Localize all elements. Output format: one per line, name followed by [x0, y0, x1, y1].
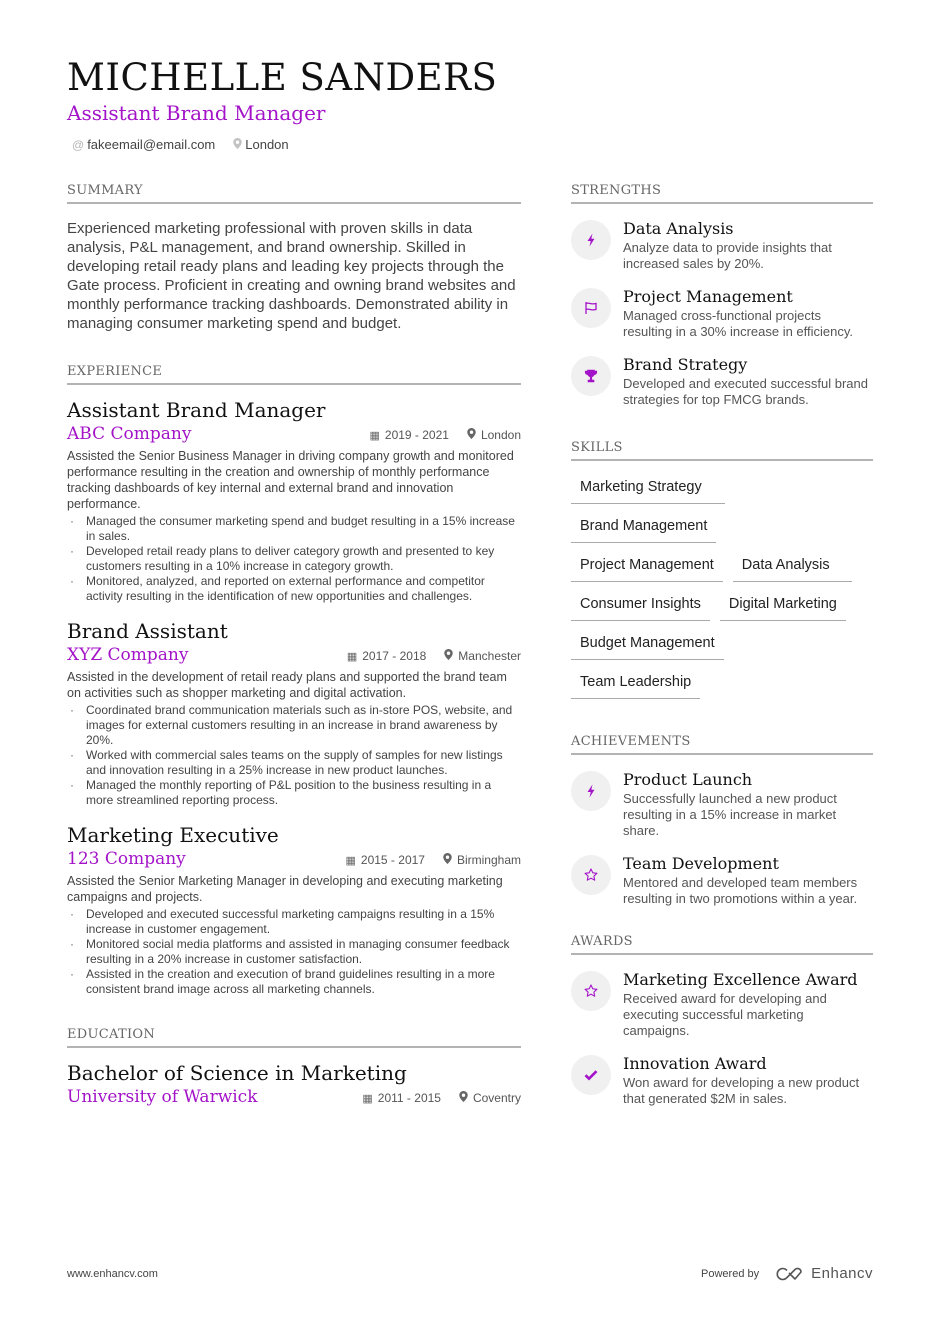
map-pin-icon	[444, 651, 453, 663]
job-location: Birmingham	[456, 853, 521, 867]
company-name: XYZ Company	[67, 645, 189, 665]
bolt-icon	[571, 771, 611, 811]
job-title: Brand Assistant	[67, 619, 228, 643]
achievement-description: Mentored and developed team members resulting in two promotions within a year.	[623, 875, 858, 906]
bullet-item: · Managed the consumer marketing spend and budget resulting in a 15% increase in sales.	[67, 514, 521, 544]
skill-tag: Marketing Strategy	[571, 469, 725, 504]
page-footer	[67, 1265, 873, 1282]
experience-entry	[67, 618, 521, 808]
award-description: Won award for developing a new product that generated $2M in sales.	[623, 1075, 860, 1106]
map-pin-icon	[233, 138, 242, 152]
strength-item	[571, 354, 873, 408]
flag-icon	[571, 288, 611, 328]
experience-entry	[67, 397, 521, 604]
contact-info	[67, 137, 887, 152]
bullet-item: · Monitored, analyzed, and reported on external performance and competitor activity resulting in the identification of new opportunities and challenges.	[67, 574, 521, 604]
location-text: London	[245, 137, 289, 152]
job-bullets	[67, 703, 521, 808]
enhancv-logo-icon	[775, 1266, 805, 1282]
email-text: fakeemail@email.com	[87, 137, 216, 152]
powered-by-label: Powered by	[701, 1267, 760, 1280]
edu-dates: 2011 - 2015	[377, 1091, 441, 1105]
education-entry	[67, 1060, 521, 1108]
job-title: Assistant Brand Manager	[67, 398, 326, 422]
summary-text: Experienced marketing professional with proven skills in data analysis, P&L management, and brand ownership. Skilled in developing retail ready plans and leading key projects through the Gate process. Proficient in creating and owning brand websites and monthly performance tracking dashboards. Demonstrated ability in managing consumer marketing spend and budget.	[67, 220, 516, 332]
candidate-name: MICHELLE SANDERS	[67, 56, 498, 99]
map-pin-icon	[459, 1093, 468, 1105]
section-heading-education: EDUCATION	[67, 1027, 521, 1048]
calendar-icon: ▦	[346, 651, 358, 663]
strength-item	[571, 286, 873, 340]
experience-section	[67, 364, 521, 997]
bullet-item: · Worked with commercial sales teams on the supply of samples for new listings and innovation resulting in a 25% increase in new product launches.	[67, 748, 521, 778]
skill-tag: Budget Management	[571, 625, 724, 660]
bolt-icon	[571, 220, 611, 260]
job-dates: 2019 - 2021	[384, 428, 449, 442]
job-dates: 2017 - 2018	[362, 649, 427, 663]
section-heading-achievements: ACHIEVEMENTS	[571, 734, 873, 755]
contact-email[interactable]	[72, 137, 215, 152]
job-title: Marketing Executive	[67, 823, 279, 847]
award-item	[571, 969, 873, 1039]
summary-section	[67, 183, 521, 333]
section-heading-experience: EXPERIENCE	[67, 364, 521, 385]
job-description: Assisted in the development of retail ready plans and supported the brand team on activities such as shopper marketing and digital activation.	[67, 670, 507, 700]
company-name: 123 Company	[67, 849, 186, 869]
job-description: Assisted the Senior Marketing Manager in developing and executing marketing campaigns and projects.	[67, 874, 503, 904]
award-item	[571, 1053, 873, 1107]
section-heading-strengths: STRENGTHS	[571, 183, 873, 204]
strength-description: Developed and executed successful brand strategies for top FMCG brands.	[623, 376, 868, 407]
bullet-item: · Managed the monthly reporting of P&L position to the business resulting in a more streamlined reporting process.	[67, 778, 521, 808]
job-bullets	[67, 907, 521, 997]
calendar-icon: ▦	[345, 855, 356, 867]
strength-title: Brand Strategy	[623, 355, 748, 374]
education-section	[67, 1027, 521, 1108]
bullet-item: · Developed and executed successful marketing campaigns resulting in a 15% increase in customer engagement.	[67, 907, 521, 937]
contact-location	[233, 137, 288, 152]
achievement-title: Product Launch	[623, 770, 753, 789]
edu-location: Coventry	[472, 1091, 521, 1105]
job-dates: 2015 - 2017	[360, 853, 425, 867]
website-link[interactable]: www.enhancv.com	[67, 1267, 158, 1280]
resume-header	[67, 56, 887, 152]
map-pin-icon	[467, 430, 476, 442]
skill-tag: Project Management	[571, 547, 723, 582]
achievement-title: Team Development	[623, 854, 779, 873]
award-title: Innovation Award	[623, 1054, 767, 1073]
section-heading-skills: SKILLS	[571, 440, 873, 461]
company-name: ABC Company	[67, 424, 192, 444]
strength-title: Data Analysis	[623, 219, 734, 238]
skill-tag: Digital Marketing	[720, 586, 846, 621]
at-icon: @	[72, 137, 85, 152]
award-description: Received award for developing and executing successful marketing campaigns.	[623, 991, 827, 1038]
calendar-icon: ▦	[369, 430, 380, 442]
strength-title: Project Management	[623, 287, 793, 306]
calendar-icon: ▦	[362, 1093, 373, 1105]
check-icon	[571, 1055, 611, 1095]
bullet-item: · Developed retail ready plans to deliver category growth and presented to key customers resulting in a 10% increase in category growth.	[67, 544, 521, 574]
star-icon	[571, 855, 611, 895]
candidate-title: Assistant Brand Manager	[67, 101, 326, 125]
job-description: Assisted the Senior Business Manager in driving company growth and monitored performance resulting in the creation and ownership of monthly performance tracking dashboards of key internal and external brand and innovation performance.	[67, 449, 514, 511]
job-location: Manchester	[458, 649, 521, 663]
skill-tag: Brand Management	[571, 508, 716, 543]
skill-tag: Consumer Insights	[571, 586, 710, 621]
skill-tag: Team Leadership	[571, 664, 700, 699]
map-pin-icon	[443, 855, 452, 867]
star-icon	[571, 971, 611, 1011]
strength-description: Analyze data to provide insights that increased sales by 20%.	[623, 240, 832, 271]
strength-item	[571, 218, 873, 272]
bullet-item: · Coordinated brand communication materials such as in-store POS, website, and images for external customers resulting in an increase in brand awareness by 20%.	[67, 703, 521, 748]
job-location: London	[480, 428, 521, 442]
skills-section	[571, 440, 873, 703]
achievements-section	[571, 734, 873, 907]
awards-section	[571, 934, 873, 1107]
job-bullets	[67, 514, 521, 604]
powered-by	[701, 1265, 873, 1282]
degree-title: Bachelor of Science in Marketing	[67, 1061, 407, 1085]
brand-logo[interactable]	[775, 1265, 873, 1282]
bullet-item: · Monitored social media platforms and assisted in managing consumer feedback resulting in a 20% increase in customer satisfaction.	[67, 937, 521, 967]
left-column	[67, 183, 521, 1108]
section-heading-summary: SUMMARY	[67, 183, 521, 204]
achievement-item	[571, 853, 873, 907]
achievement-description: Successfully launched a new product resulting in a 15% increase in market share.	[623, 791, 837, 838]
trophy-icon	[571, 356, 611, 396]
school-name: University of Warwick	[67, 1087, 258, 1107]
skill-tag: Data Analysis	[733, 547, 852, 582]
section-heading-awards: AWARDS	[571, 934, 873, 955]
right-column	[571, 183, 873, 1107]
strength-description: Managed cross-functional projects resulting in a 30% increase in efficiency.	[623, 308, 854, 339]
award-title: Marketing Excellence Award	[623, 970, 858, 989]
achievement-item	[571, 769, 873, 839]
experience-entry	[67, 822, 521, 997]
strengths-section	[571, 183, 873, 408]
brand-name: Enhancv	[811, 1265, 873, 1282]
bullet-item: · Assisted in the creation and execution of brand guidelines resulting in a more consistent brand image across all marketing channels.	[67, 967, 521, 997]
skills-list	[571, 469, 873, 703]
